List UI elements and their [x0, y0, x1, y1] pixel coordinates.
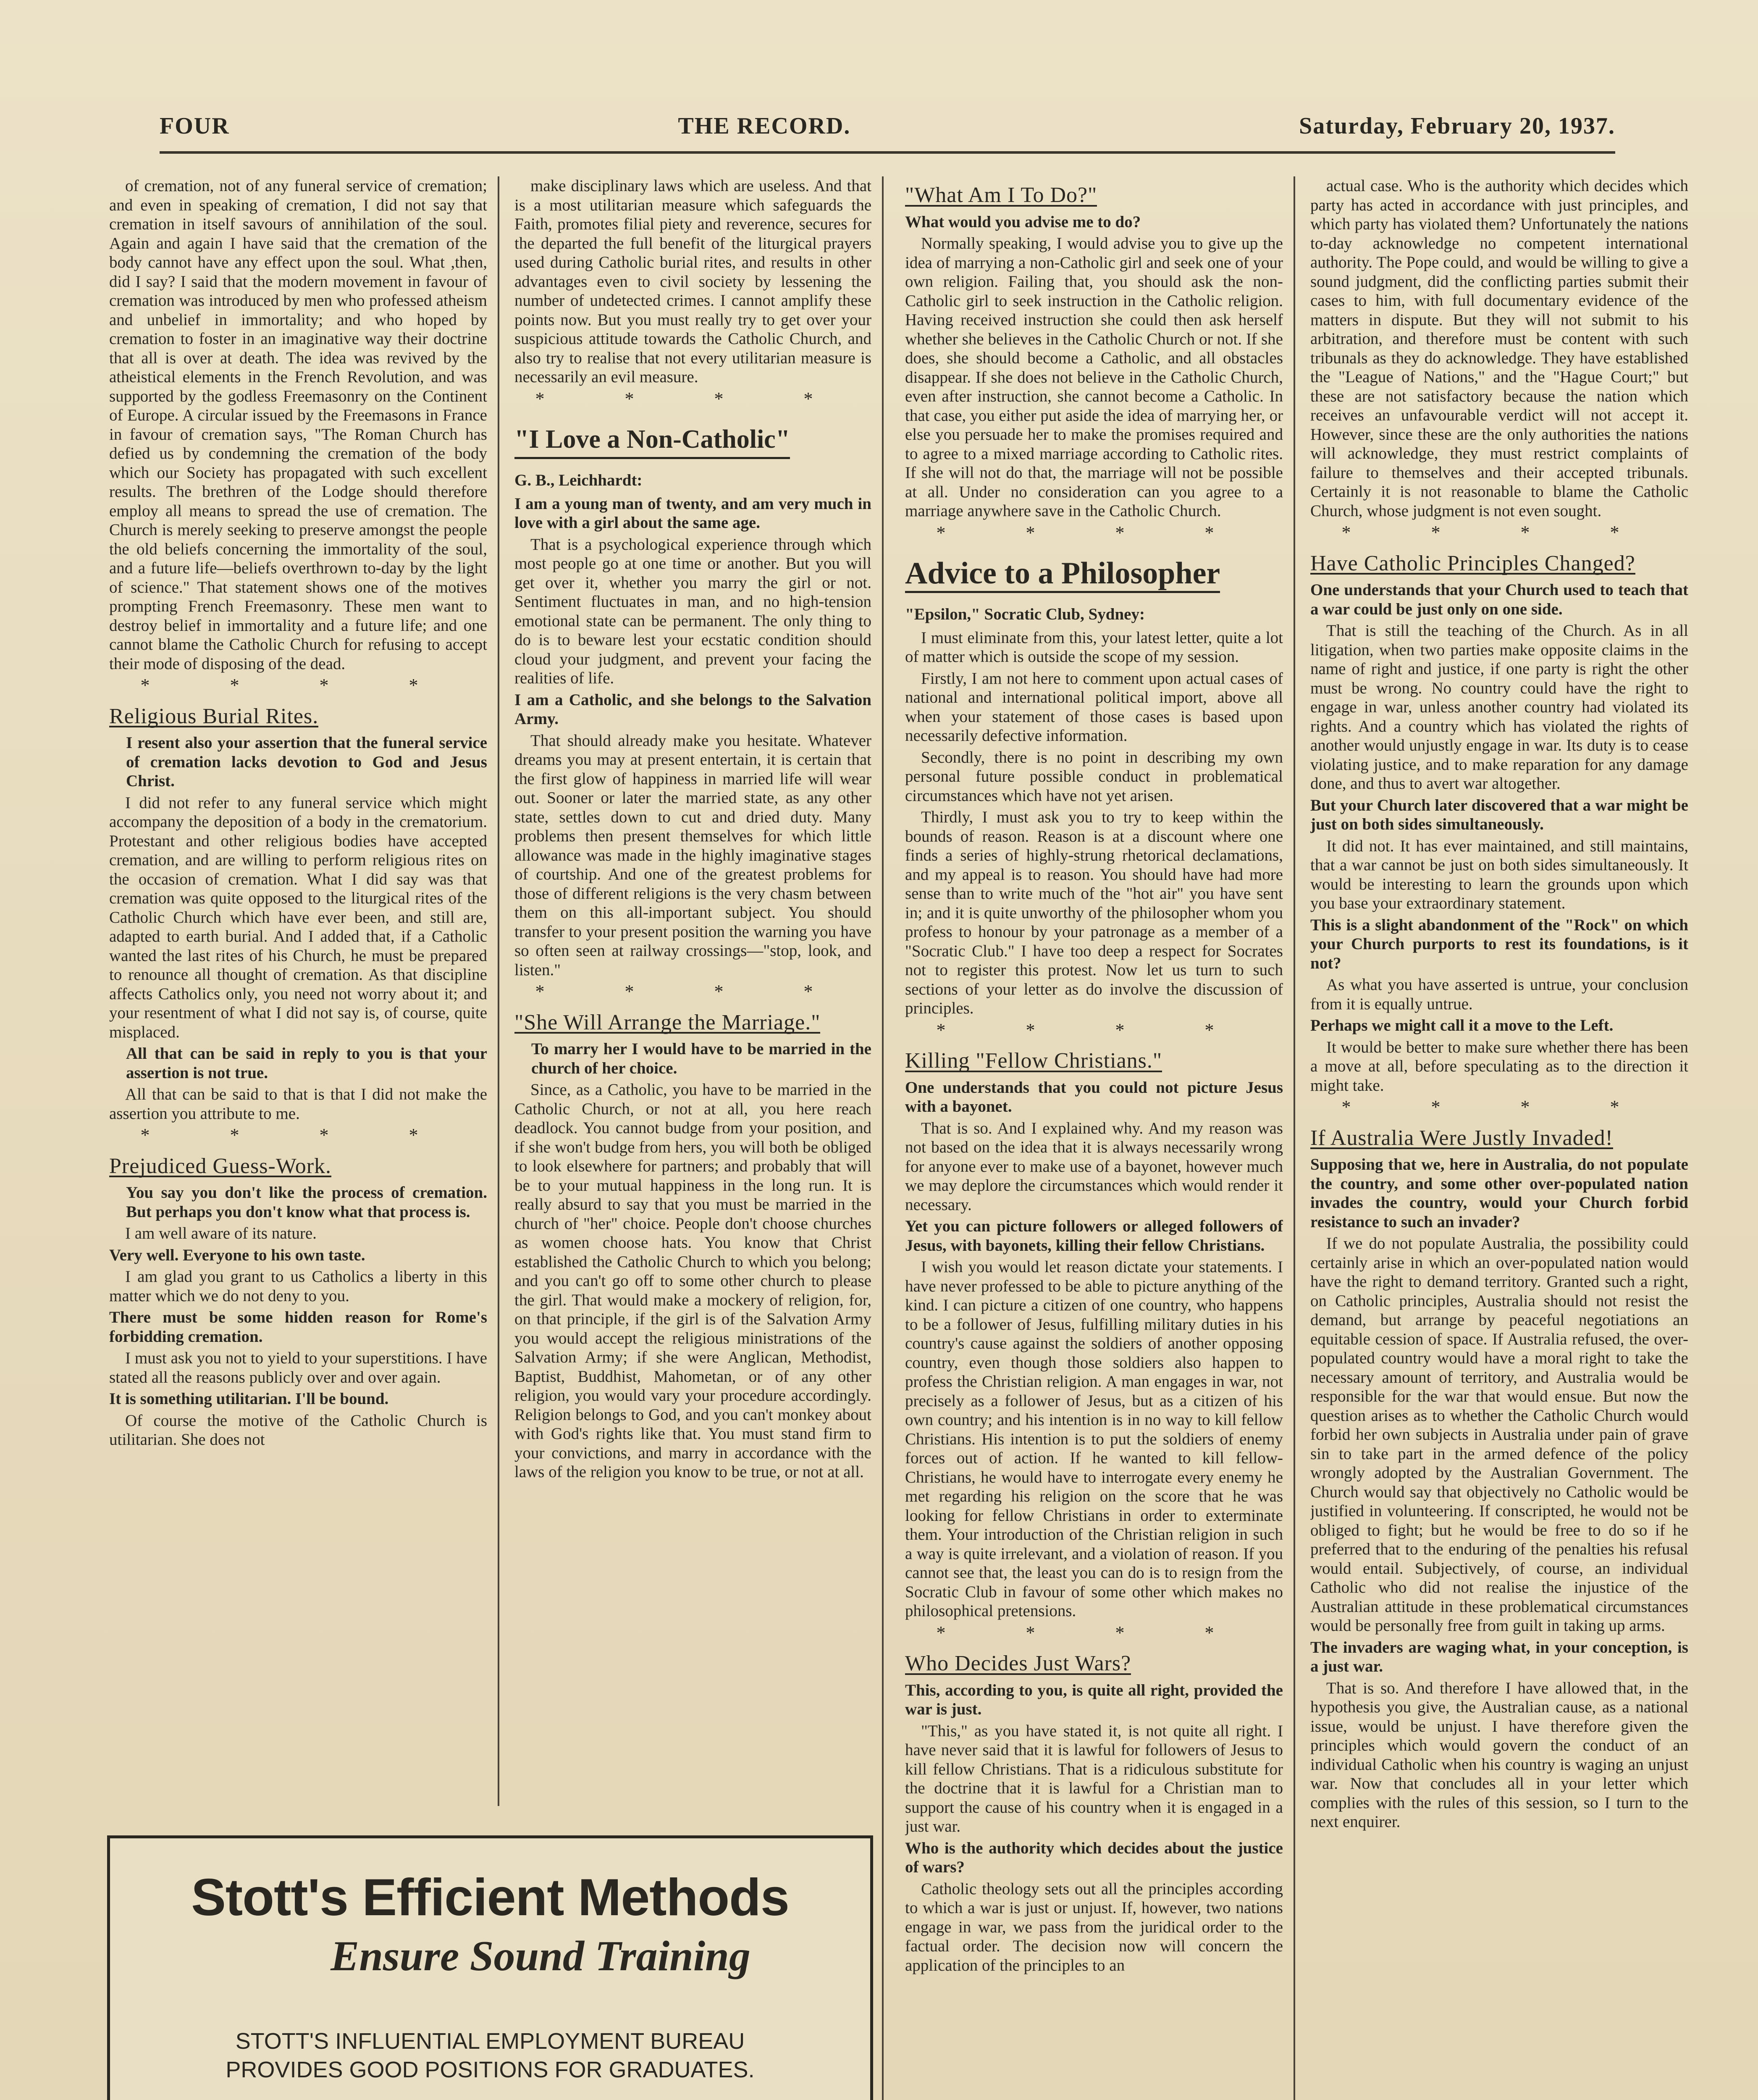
question: I am a Catholic, and she belongs to the Salvation Army. [514, 690, 871, 728]
question: One understands that you could not picture Jesus with a bayonet. [905, 1078, 1283, 1116]
paragraph: That is so. And therefore I have allowed that, in the hypothesis you give, the Australian cause, as a national issue, would be unjust. I have therefore given the principles which would govern the conduct of an individual Catholic when his country is waging an unjust war. Now that concludes all in your letter which complies with the rules of this session, so I turn to the next enquirer. [1310, 1679, 1688, 1831]
section-heading: Who Decides Just Wars? [905, 1651, 1131, 1675]
question: You say you don't like the process of cremation. But perhaps you don't know what that process is. [126, 1184, 487, 1221]
ad-title: Stott's Efficient Methods [191, 1869, 789, 1927]
column-1 [109, 176, 487, 1806]
page-number: FOUR [160, 113, 230, 139]
column-3 [905, 176, 1283, 2100]
paragraph: I am well aware of its nature. [125, 1224, 317, 1242]
paragraph: Thirdly, I must ask you to try to keep within the bounds of reason. Reason is at a discount where one finds a series of highly-strung rhetorical declamations, and my appeal is to reason. You should have had more sense than to write much of the "hot air" you have sent in; and it is quite unworthy of the philosopher whom you profess to honour by your patronage as a member of a "Socratic Club." I have too deep a respect for Socrates not to register this protest. Now let us turn to such sections of your letter as do involve the discussion of principles. [905, 808, 1283, 1017]
paragraph: make disciplinary laws which are useless. And that is a most utilitarian measure which safeguards the Faith, promotes filial piety and reverence, secures for the departed the full benefit of the liturgical prayers used during Catholic burial rites, and results in other advantages even to civil society by lessening the number of undetected crimes. I cannot amplify these points now. But you must really try to get over your suspicious attitude towards the Catholic Church, and also try to realise that not every utilitarian measure is necessarily an evil measure. [514, 177, 871, 386]
question: I am a young man of twenty, and am very much in love with a girl about the same age. [514, 494, 871, 532]
question: Perhaps we might call it a move to the Left. [1310, 1016, 1614, 1034]
separator-stars: * * * * [936, 522, 1252, 543]
section-heading: "What Am I To Do?" [905, 183, 1097, 207]
section-heading: Prejudiced Guess-Work. [109, 1154, 332, 1178]
paragraph: It did not. It has ever maintained, and still maintains, that a war cannot be just on both sides simultaneously. It would be interesting to learn the grounds upon which you base your extraordinary statement. [1310, 837, 1688, 912]
question: The invaders are waging what, in your conception, is a just war. [1310, 1638, 1688, 1675]
column-2 [514, 176, 871, 1806]
section-heading: Killing "Fellow Christians." [905, 1049, 1162, 1073]
question: All that can be said in reply to you is that your assertion is not true. [126, 1045, 487, 1082]
separator-stars: * * * * [535, 981, 851, 1002]
issue-date: Saturday, February 20, 1937. [1299, 113, 1615, 139]
paragraph: Normally speaking, I would advise you to give up the idea of marrying a non-Catholic girl and seek one of your own religion. Failing that, you should ask the non-Catholic girl to seek instruction in the Catholic religion. Having received instruction she could then ask herself whether she believes in the Catholic Church or not. If she does, she should become a Catholic, and all obstacles disappear. If she does not believe in the Catholic Church, even after instruction, she cannot become a Catholic. In that case, you either put aside the idea of marrying her, or else you persuade her to make the promises required and to agree to a mixed marriage according to Catholic rites. If she will not do that, the marriage will not be possible at all. Under no consideration can you agree to a marriage anywhere save in the Catholic Church. [905, 234, 1283, 520]
question: What would you advise me to do? [905, 213, 1141, 231]
paragraph: Firstly, I am not here to comment upon actual cases of national and international political import, above all when your statement of those cases is based upon necessarily defective information. [905, 669, 1283, 745]
paragraph: I must ask you not to yield to your superstitions. I have stated all the reasons publicly over and over again. [109, 1349, 487, 1386]
paragraph: I am glad you grant to us Catholics a liberty in this matter which we do not deny to you. [109, 1268, 487, 1305]
paragraph: That is still the teaching of the Church. As in all litigation, when two parties make opposite claims in the name of right and justice, if one party is right the other must be wrong. No country could have the right to engage in war, unless another country had violated its rights. And a country which has violated the rights of another would unjustly engage in war. Its duty is to cease violating justice, and to make reparation for any damage done, and thus to avert war altogether. [1310, 622, 1688, 793]
question: This, according to you, is quite all right, provided the war is just. [905, 1681, 1283, 1718]
question: I resent also your assertion that the funeral service of cremation lacks devotion to God and Jesus Christ. [126, 734, 487, 790]
separator-stars: * * * * [936, 1622, 1252, 1643]
question: There must be some hidden reason for Rome's forbidding cremation. [109, 1308, 487, 1346]
column-rule [882, 176, 884, 2100]
column-4 [1310, 176, 1688, 2100]
question: Yet you can picture followers or alleged followers of Jesus, with bayonets, killing their fellow Christians. [905, 1217, 1283, 1255]
paragraph: Since, as a Catholic, you have to be married in the Catholic Church, or not at all, you here reach deadlock. You cannot budge from your position, and if she won't budge from hers, you will both be obliged to look elsewhere for partners; and probably that will be to your mutual happiness in the long run. It is really absurd to say that you must be married in the church of "her" choice. People don't choose churches as women choose hats. You know that Christ established the Catholic Church to which you belong; and you can't go off to some other church to please the girl. That would make a mockery of religion, for, on that principle, if the girl is of the Salvation Army you would accept the religious ministrations of the Salvation Army; if she were Anglican, Methodist, Baptist, Buddhist, Mahometan, or of any other religion, you would vary your procedure accordingly. Religion belongs to God, and you can't monkey about with God's rights like that. You must stand firm to your convictions, and marry in accordance with the laws of the religion you know to be true, or not at all. [514, 1081, 871, 1481]
masthead [160, 101, 1615, 154]
question: Supposing that we, here in Australia, do not populate the country, and some other over-populated nation invades the country, would your Church forbid resistance to such an invader? [1310, 1155, 1688, 1231]
question: To marry her I would have to be married in the church of her choice. [531, 1040, 871, 1077]
paragraph: I must eliminate from this, your latest letter, quite a lot of matter which is outside the scope of my session. [905, 628, 1283, 666]
section-heading: Have Catholic Principles Changed? [1310, 551, 1635, 575]
separator-stars: * * * * [140, 675, 456, 696]
ad-subtitle: Ensure Sound Training [331, 1932, 750, 1980]
question: Very well. Everyone to his own taste. [109, 1246, 365, 1264]
paragraph: That should already make you hesitate. Whatever dreams you may at present entertain, it is certain that the first glow of happiness in married life will wear out. Sooner or later the married state, as any other state, settles down to cut and dried duty. Many problems then present themselves for which little allowance was made in the highly imaginative stages of courtship. And one of the greatest problems for those of different religions is the very chasm between them on this all-important subject. You should transfer to your present position the warning you have so often seen at railway crossings—"stop, look, and listen." [514, 731, 871, 979]
paragraph: Catholic theology sets out all the principles according to which a war is just or unjust. If, however, two nations engage in war, we pass from the juridical order to the factual order. The decision now will concern the application of the principles to an [905, 1880, 1283, 1974]
column-rule [498, 176, 499, 1806]
ad-line: STOTT'S INFLUENTIAL EMPLOYMENT BUREAU [235, 2029, 745, 2054]
paper-title: THE RECORD. [678, 113, 851, 139]
column-rule [1294, 176, 1295, 2100]
question: But your Church later discovered that a war might be just on both sides simultaneously. [1310, 796, 1688, 833]
question: Who is the authority which decides about the justice of wars? [905, 1839, 1283, 1876]
paragraph: of cremation, not of any funeral service of cremation; and even in speaking of cremation, I did not say that cremation in itself savours of annihilation of the soul. Again and again I have said that the cremation of the body cannot have any effect upon the soul. What ,then, did I say? I said that the modern movement in favour of cremation was introduced by men who professed atheism and unbelief in immortality; and who hoped by cremation to foster in an imaginative way their doctrine that all is over at death. The idea was revived by the atheistical elements in the French Revolution, and was supported by the godless Freemasonry on the Continent of Europe. A circular issued by the Freemasons in France in favour of cremation says, "The Roman Church has defied us by condemning the cremation of the body which our Society has propagated with such excellent results. The brethren of the Lodge should therefore employ all means to spread the use of cremation. The Church is merely seeking to preserve amongst the people the old beliefs concerning the immortality of the soul, and a future life—beliefs overthrown to-day by the light of science." That statement shows one of the motives prompting French Freemasonry. These men want to destroy belief in immortality and a future life; and one cannot blame the Catholic Church for refusing to accept their mode of disposing of the dead. [109, 177, 487, 673]
section-heading: "She Will Arrange the Marriage." [514, 1010, 821, 1034]
paragraph: If we do not populate Australia, the possibility could certainly arise in which an over-populated nation would have the right to demand territory. Granted such a right, on Catholic principles, Australia should not resist the demand, but arrange by peaceful negotiations an equitable cession of space. If Australia refused, the over-populated country would have a moral right to take the necessary amount of territory, and Australia would be responsible for the war that would ensue. But now the question arises as to whether the Catholic Church would forbid her own subjects in Australia under pain of grave sin to take part in the armed defence of the policy wrongly adopted by the Australian Government. The Church would say that objectively no Catholic would be justified in volunteering. If conscripted, he would not be obliged to fight; but he would be free to do so if he preferred that to the enduring of the penalties his refusal would entail. Subjectively, of course, an individual Catholic who did not realise the injustice of the Australian attitude in these problematical circumstances would be personally free from guilt in taking up arms. [1310, 1234, 1688, 1635]
correspondent: G. B., Leichhardt: [514, 471, 643, 489]
correspondent: "Epsilon," Socratic Club, Sydney: [905, 605, 1145, 623]
separator-stars: * * * * [1341, 1097, 1657, 1117]
ad-line: PROVIDES GOOD POSITIONS FOR GRADUATES. [226, 2057, 755, 2082]
section-heading: Religious Burial Rites. [109, 704, 319, 728]
separator-stars: * * * * [936, 1019, 1252, 1040]
paragraph: All that can be said to that is that I did not make the assertion you attribute to me. [109, 1085, 487, 1123]
separator-stars: * * * * [535, 388, 851, 409]
paragraph: actual case. Who is the authority which decides which party has acted in accordance with just principles, and which party has violated them? Unfortunately the nations to-day acknowledge no competent international authority. The Pope could, and would be willing to give a sound judgment, did the conflicting parties submit their cases to him, with full documentary evidence of the matters in dispute. But they will not submit to his arbitration, and therefore must be content with such tribunals as they do acknowledge. They have established the "League of Nations," and the "Hague Court;" but these are not satisfactory because the nation which receives an unfavourable verdict will not accept it. However, since these are the only authorities the nations will acknowledge, they must restrict complaints of failure to themselves and their accepted tribunals. Certainly it is not reasonable to blame the Catholic Church, whose judgment is not even sought. [1310, 177, 1688, 520]
paragraph: It would be better to make sure whether there has been a move at all, before speculating as to the direction it might take. [1310, 1038, 1688, 1095]
separator-stars: * * * * [140, 1125, 456, 1145]
paragraph: That is a psychological experience through which most people go at one time or another. But you will get over it, whether you marry the girl or not. Sentiment fluctuates in man, and no high-tension emotional state can be permanent. The only thing to do is to beware lest your ecstatic condition should cloud your judgment, and prevent your facing the realities of life. [514, 535, 871, 687]
section-heading: If Australia Were Justly Invaded! [1310, 1126, 1613, 1150]
paragraph: Secondly, there is no point in describing my own personal future possible conduct in problematical circumstances which have not yet arisen. [905, 748, 1283, 805]
paragraph: As what you have asserted is untrue, your conclusion from it is equally untrue. [1310, 976, 1688, 1013]
paragraph: Of course the motive of the Catholic Church is utilitarian. She does not [109, 1411, 487, 1449]
section-heading: Advice to a Philosopher [905, 556, 1220, 593]
paragraph: I wish you would let reason dictate your statements. I have never professed to be able to picture anything of the kind. I can picture a citizen of one country, who happens to be a follower of Jesus, fulfilling military duties in his country's cause against the soldiers of another opposing country, even though those soldiers also happen to profess the Christian religion. A man engages in war, not precisely as a follower of Jesus, but as a citizen of his own country; and his intention is in no way to kill fellow Christians. His intention is to put the soldiers of enemy forces out of action. If he wanted to kill fellow-Christians, he would have to interrogate every enemy he met regarding his religion on the score that he was looking for fellow Christians in order to exterminate them. Your introduction of the Christian religion in such a way is quite irrelevant, and a violation of reason. If you cannot see that, the least you can do is to resign from the Socratic Club in favour of some other which makes no philosophical pretensions. [905, 1258, 1283, 1620]
paragraph: I did not refer to any funeral service which might accompany the deposition of a body in the crematorium. Protestant and other religious bodies have accepted cremation, and are willing to perform religious rites on the occasion of cremation. What I did say was that cremation was quite opposed to the liturgical rites of the Catholic Church which have ever been, and still are, adapted to earth burial. And I added that, if a Catholic wanted the last rites of his Church, he must be prepared to renounce all thought of cremation. As that discipline affects Catholics only, you need not worry about it; and your resentment of what I did not say is, of course, quite misplaced. [109, 793, 487, 1041]
question: It is something utilitarian. I'll be bound. [109, 1390, 389, 1408]
section-heading: "I Love a Non-Catholic" [514, 422, 790, 459]
question: This is a slight abandonment of the "Rock" on which your Church purports to rest its foundations, is it not? [1310, 916, 1688, 972]
paragraph: "This," as you have stated it, is not quite all right. I have never said that it is lawful for followers of Jesus to kill fellow Christians. That is a ridiculous substitute for the doctrine that it is lawful for a Christian man to support the cause of his country when it is engaged in a just war. [905, 1722, 1283, 1835]
question: One understands that your Church used to teach that a war could be just only on one side. [1310, 581, 1688, 618]
separator-stars: * * * * [1341, 522, 1657, 543]
paragraph: That is so. And I explained why. And my reason was not based on the idea that it is always necessarily wrong for anyone ever to make use of a bayonet, however much we may deplore the circumstances which would render it necessary. [905, 1119, 1283, 1214]
stott-advertisement[interactable] [107, 1835, 873, 2100]
